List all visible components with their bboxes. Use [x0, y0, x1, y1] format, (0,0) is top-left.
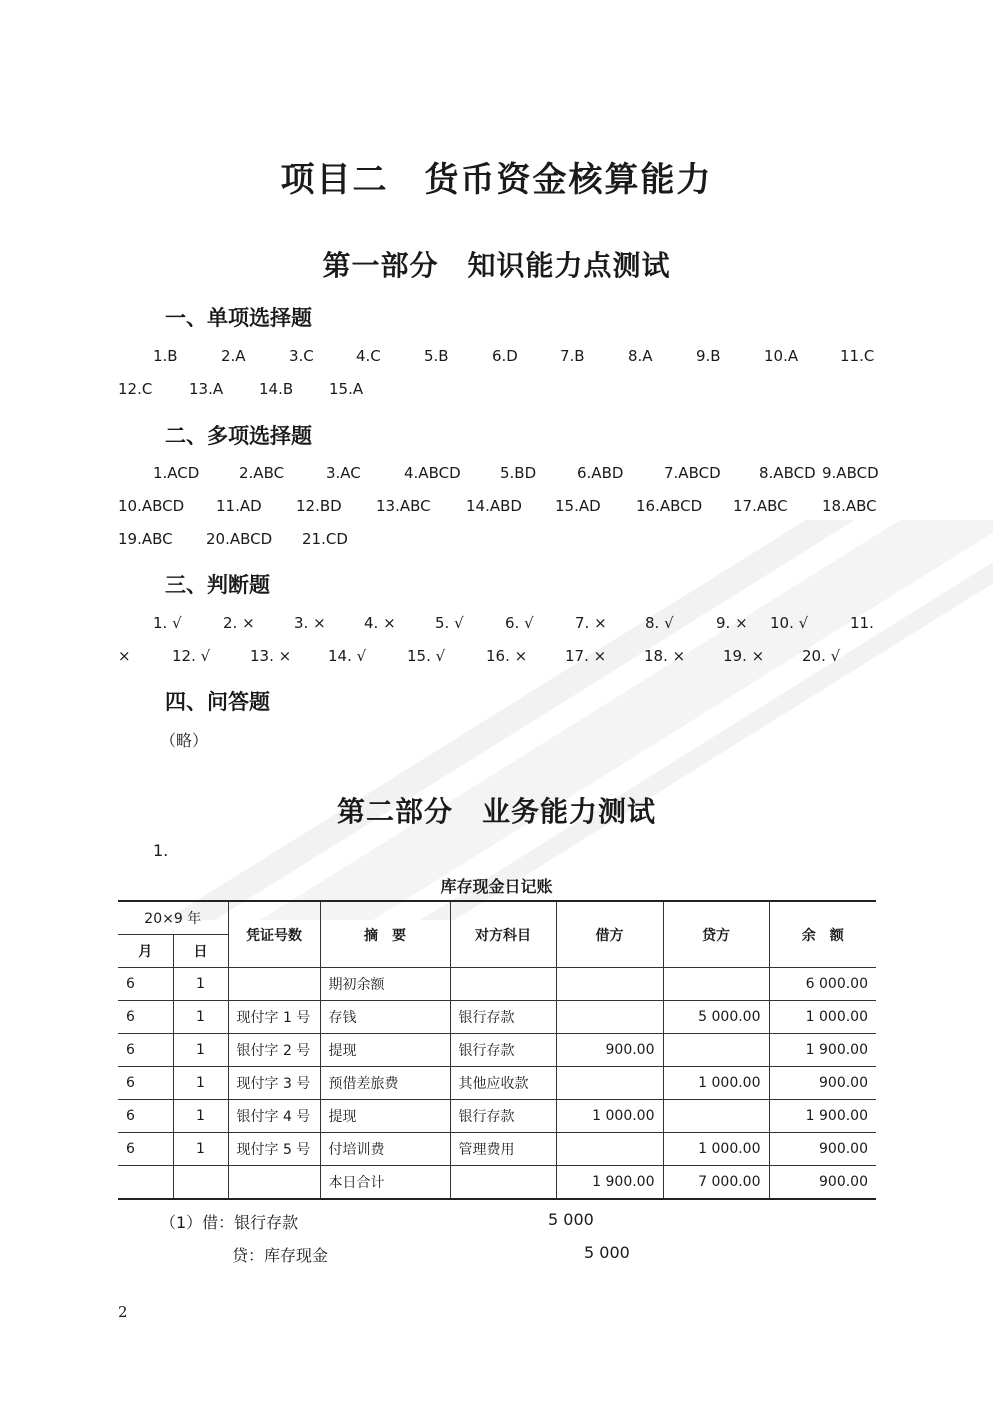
answer-item: 12. √ [172, 647, 211, 665]
answer-item: 16.ABCD [636, 497, 703, 515]
table-cell [173, 1166, 228, 1200]
table-row [118, 968, 876, 1001]
voucher-header: 凭证号数 [228, 901, 320, 968]
table-cell: 银行存款 [450, 1034, 556, 1067]
answer-item: 5.B [424, 347, 449, 365]
answer-item: 9.B [696, 347, 721, 365]
answer-item: 6.D [492, 347, 518, 365]
day-header: 日 [173, 935, 228, 968]
table-cell [556, 1067, 663, 1100]
answer-item: 17. × [565, 647, 607, 665]
answer-item: 15.AD [555, 497, 601, 515]
answer-item: 5. √ [435, 614, 464, 632]
answer-item: 20.ABCD [206, 530, 273, 548]
answer-item: 4. × [364, 614, 396, 632]
table-row-total [118, 1166, 876, 1200]
answer-item: 14.ABD [466, 497, 522, 515]
debit-header: 借方 [556, 901, 663, 968]
answer-item: 8.ABCD [759, 464, 816, 482]
answer-item: 1. √ [153, 614, 182, 632]
answer-item: 10.ABCD [118, 497, 185, 515]
balance-header: 余 额 [769, 901, 876, 968]
table-cell: 6 [118, 1001, 173, 1034]
credit-header: 贷方 [663, 901, 769, 968]
answer-item: 11. [850, 614, 874, 632]
table-cell: 900.00 [769, 1067, 876, 1100]
table-cell: 1 000.00 [769, 1001, 876, 1034]
table-cell: 6 000.00 [769, 968, 876, 1001]
answer-item: 11.AD [216, 497, 262, 515]
answer-item: 1.ACD [153, 464, 200, 482]
answer-item: 18.ABC [822, 497, 877, 515]
answer-item: 3.AC [326, 464, 361, 482]
table-row [118, 1100, 876, 1133]
table-cell: 其他应收款 [450, 1067, 556, 1100]
table-cell: 900.00 [769, 1166, 876, 1200]
answer-item: 4.C [356, 347, 381, 365]
table-cell: 期初余额 [320, 968, 450, 1001]
answer-item: 1.B [153, 347, 178, 365]
page-number: 2 [118, 1303, 128, 1321]
table-cell [450, 968, 556, 1001]
table-cell: 存钱 [320, 1001, 450, 1034]
answer-item: 10. √ [770, 614, 809, 632]
single-choice-answers [118, 340, 878, 406]
answer-item: 10.A [764, 347, 799, 365]
answer-item: 16. × [486, 647, 528, 665]
summary-header: 摘 要 [320, 901, 450, 968]
table-row [118, 1067, 876, 1100]
table-cell: 付培训费 [320, 1133, 450, 1166]
table-cell: 1 000.00 [556, 1100, 663, 1133]
answer-item: 18. × [644, 647, 686, 665]
short-answer-note: （略） [160, 731, 209, 750]
table-cell: 银行存款 [450, 1001, 556, 1034]
answer-item: 5.BD [500, 464, 537, 482]
answer-item: 21.CD [302, 530, 348, 548]
answer-item: 15.A [329, 380, 364, 398]
answer-item: 7. × [575, 614, 607, 632]
table-cell: 900.00 [769, 1133, 876, 1166]
answer-item: 6. √ [505, 614, 534, 632]
section-single-choice-heading: 一、单项选择题 [165, 306, 312, 330]
month-header: 月 [118, 935, 173, 968]
entry-debit-amount: 5 000 [548, 1210, 594, 1229]
answer-item: 7.ABCD [664, 464, 721, 482]
table-cell: 900.00 [556, 1034, 663, 1067]
table-cell: 1 [173, 1067, 228, 1100]
answer-item: 9.ABCD [822, 464, 879, 482]
answer-item: 17.ABC [733, 497, 788, 515]
table-cell [663, 1034, 769, 1067]
table-cell: 1 900.00 [556, 1166, 663, 1200]
answer-item: 13.ABC [376, 497, 431, 515]
answer-item: 2.A [221, 347, 246, 365]
table-cell: 1 000.00 [663, 1133, 769, 1166]
question-number: 1. [153, 841, 169, 860]
answer-item: 12.BD [296, 497, 342, 515]
table-cell: 预借差旅费 [320, 1067, 450, 1100]
answer-row [118, 640, 878, 673]
answer-row [118, 523, 878, 556]
answer-item: × [118, 647, 131, 665]
part1-title: 第一部分 知识能力点测试 [322, 249, 671, 282]
table-row [118, 1133, 876, 1166]
answer-row [118, 607, 878, 640]
answer-item: 13.A [189, 380, 224, 398]
table-cell: 现付字 3 号 [228, 1067, 320, 1100]
answer-item: 6.ABD [577, 464, 624, 482]
table-cell: 6 [118, 1034, 173, 1067]
table-cell: 现付字 1 号 [228, 1001, 320, 1034]
section-true-false-heading: 三、判断题 [165, 573, 270, 597]
table-cell: 1 [173, 1100, 228, 1133]
table-row [118, 1001, 876, 1034]
table-cell: 银付字 2 号 [228, 1034, 320, 1067]
section-short-answer-heading: 四、问答题 [165, 690, 270, 714]
table-cell: 1 [173, 1001, 228, 1034]
answer-item: 8.A [628, 347, 653, 365]
page-title: 项目二 货币资金核算能力 [280, 160, 713, 200]
header-row [118, 901, 876, 935]
answer-row [118, 373, 878, 406]
table-cell: 1 [173, 1034, 228, 1067]
table-cell: 1 900.00 [769, 1034, 876, 1067]
table-cell: 提现 [320, 1034, 450, 1067]
entry-debit-label: （1）借：银行存款 [160, 1213, 299, 1232]
table-cell: 5 000.00 [663, 1001, 769, 1034]
entry-credit-amount: 5 000 [584, 1243, 630, 1262]
table-cell: 管理费用 [450, 1133, 556, 1166]
table-cell: 银行存款 [450, 1100, 556, 1133]
table-cell [228, 968, 320, 1001]
table-row [118, 1034, 876, 1067]
answer-item: 11.C [840, 347, 875, 365]
answer-item: 7.B [560, 347, 585, 365]
ledger-title: 库存现金日记账 [440, 877, 553, 896]
table-cell: 1 000.00 [663, 1067, 769, 1100]
answer-item: 3. × [294, 614, 326, 632]
answer-row [118, 490, 878, 523]
table-cell [556, 1133, 663, 1166]
answer-item: 2.ABC [239, 464, 285, 482]
answer-item: 13. × [250, 647, 292, 665]
table-cell: 6 [118, 1067, 173, 1100]
cash-journal-table [118, 900, 876, 1200]
answer-item: 20. √ [802, 647, 841, 665]
table-cell: 6 [118, 968, 173, 1001]
table-cell: 提现 [320, 1100, 450, 1133]
table-cell [118, 1166, 173, 1200]
table-cell: 6 [118, 1133, 173, 1166]
table-cell: 1 [173, 968, 228, 1001]
answer-item: 19.ABC [118, 530, 173, 548]
entry-credit-label: 贷：库存现金 [232, 1246, 329, 1265]
multiple-choice-answers [118, 457, 878, 556]
table-cell [450, 1166, 556, 1200]
table-cell: 1 900.00 [769, 1100, 876, 1133]
table-cell: 7 000.00 [663, 1166, 769, 1200]
answer-item: 8. √ [645, 614, 674, 632]
answer-item: 9. × [716, 614, 748, 632]
answer-item: 19. × [723, 647, 765, 665]
true-false-answers [118, 607, 878, 673]
table-cell [663, 1100, 769, 1133]
answer-row [118, 457, 878, 490]
answer-item: 4.ABCD [404, 464, 461, 482]
answer-row [118, 340, 878, 373]
section-multiple-choice-heading: 二、多项选择题 [165, 424, 312, 448]
table-cell: 现付字 5 号 [228, 1133, 320, 1166]
answer-item: 2. × [223, 614, 255, 632]
table-cell: 6 [118, 1100, 173, 1133]
answer-item: 14.B [259, 380, 294, 398]
answer-item: 3.C [289, 347, 314, 365]
table-cell [228, 1166, 320, 1200]
year-header: 20×9 年 [118, 901, 228, 935]
answer-item: 15. √ [407, 647, 446, 665]
answer-item: 14. √ [328, 647, 367, 665]
table-cell [556, 1001, 663, 1034]
counter-account-header: 对方科目 [450, 901, 556, 968]
table-cell [556, 968, 663, 1001]
part2-title: 第二部分 业务能力测试 [336, 795, 656, 828]
table-cell: 1 [173, 1133, 228, 1166]
table-cell [663, 968, 769, 1001]
table-cell: 本日合计 [320, 1166, 450, 1200]
table-cell: 银付字 4 号 [228, 1100, 320, 1133]
answer-item: 12.C [118, 380, 153, 398]
